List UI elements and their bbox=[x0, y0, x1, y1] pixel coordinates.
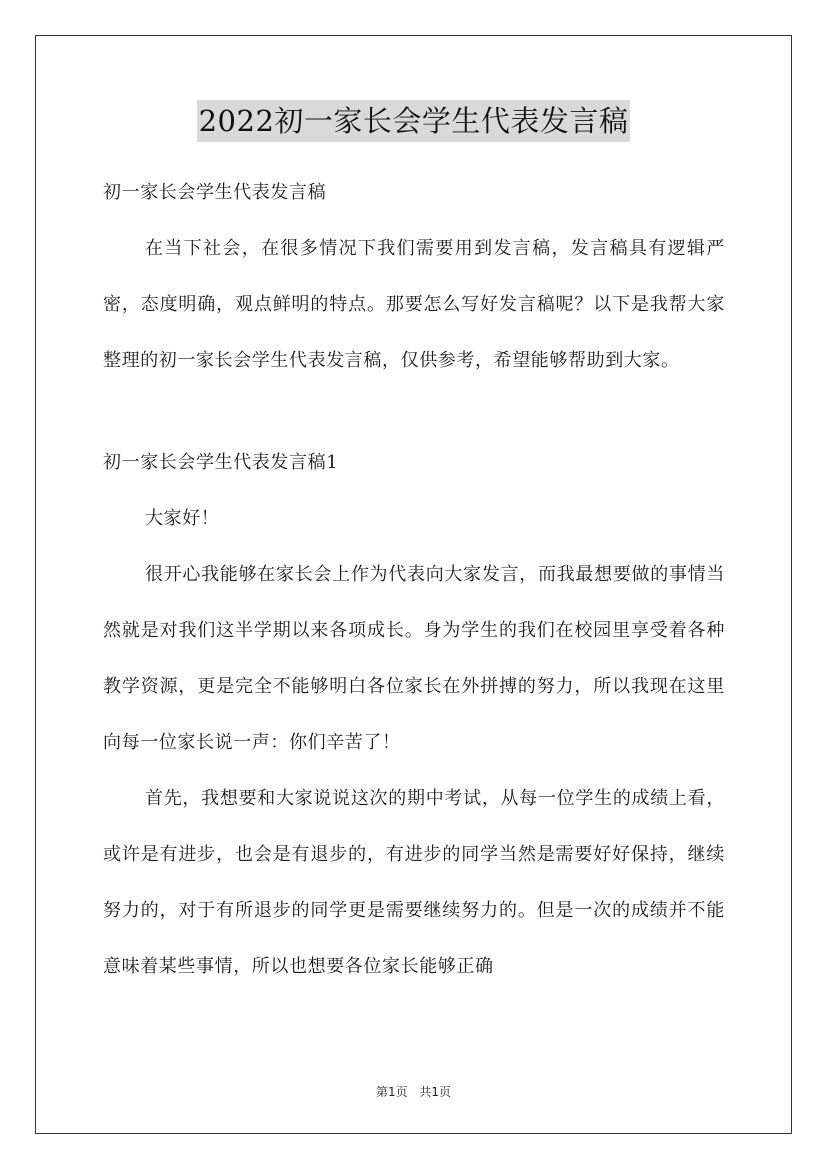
document-title: 2022初一家长会学生代表发言稿 bbox=[197, 100, 631, 142]
greeting-paragraph: 大家好！ bbox=[145, 508, 220, 529]
body-paragraph: 首先，我想要和大家说说这次的期中考试，从每一位学生的成绩上看，或许是有进步，也会是有退步的，有进步的同学当然是需要好好保持，继续努力的，对于有所退步的同学更是需要继续努力的。但是一次的成绩并不能意味着某些事情，所以也想要各位家长能够正确 bbox=[103, 788, 725, 977]
section-heading: 初一家长会学生代表发言稿1 bbox=[103, 452, 339, 473]
page-number-total: 共1页 bbox=[419, 1085, 452, 1099]
intro-paragraph: 在当下社会，在很多情况下我们需要用到发言稿，发言稿具有逻辑严密，态度明确，观点鲜明的特点。那要怎么写好发言稿呢？以下是我帮大家整理的初一家长会学生代表发言稿，仅供参考，希望能够帮助到大家。 bbox=[103, 238, 725, 371]
body-paragraph: 很开心我能够在家长会上作为代表向大家发言，而我最想要做的事情当然就是对我们这半学期以来各项成长。身为学生的我们在校园里享受着各种教学资源，更是完全不能够明白各位家长在外拼搏的努力，所以我现在这里向每一位家长说一声：你们辛苦了！ bbox=[103, 564, 725, 753]
page-footer bbox=[0, 1083, 827, 1100]
document-body bbox=[103, 165, 725, 995]
document-subtitle: 初一家长会学生代表发言稿 bbox=[103, 182, 327, 203]
page-number-current: 第1页 bbox=[375, 1085, 408, 1099]
title-container bbox=[0, 100, 827, 142]
section-spacer bbox=[103, 389, 725, 435]
